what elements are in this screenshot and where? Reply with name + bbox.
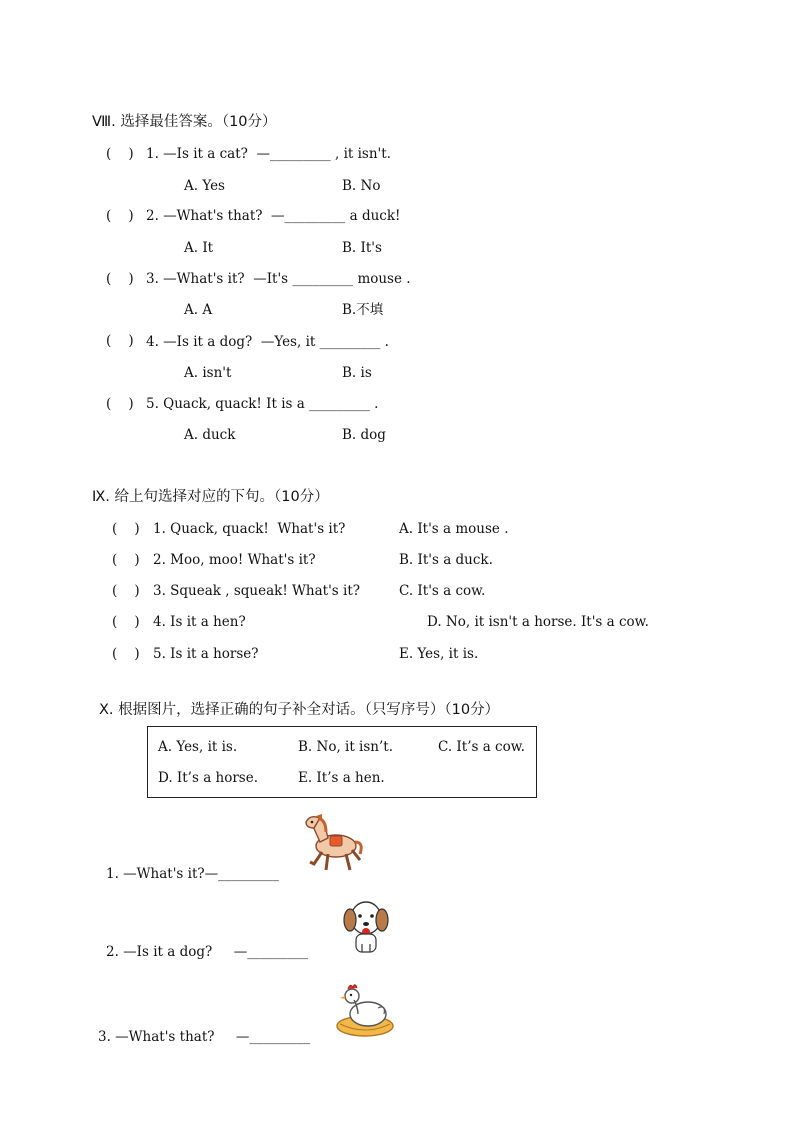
option-b: B. No bbox=[342, 178, 381, 194]
question-1: 1. —Is it a cat? —_________ , it isn't. bbox=[146, 146, 391, 162]
match-question-4: 4. Is it a hen? bbox=[153, 614, 246, 630]
dog-icon bbox=[340, 896, 392, 956]
answer-paren[interactable]: ( ) bbox=[112, 614, 140, 630]
answer-paren[interactable]: ( ) bbox=[112, 583, 140, 599]
option-a: A. isn't bbox=[184, 365, 232, 381]
question-5: 5. Quack, quack! It is a _________ . bbox=[146, 396, 379, 412]
match-answer-e: E. Yes, it is. bbox=[399, 646, 479, 662]
option-b: B. is bbox=[342, 365, 372, 381]
match-question-3: 3. Squeak , squeak! What's it? bbox=[153, 583, 361, 599]
question-3: 3. —What's it? —It's _________ mouse . bbox=[146, 271, 411, 287]
option-b: B.不填 bbox=[342, 302, 384, 318]
option-a: A. duck bbox=[184, 427, 236, 443]
answer-paren[interactable]: ( ) bbox=[112, 552, 140, 568]
answer-paren[interactable]: ( ) bbox=[106, 208, 134, 224]
option-a: A. Yes bbox=[184, 178, 225, 194]
answer-paren[interactable]: ( ) bbox=[112, 521, 140, 537]
match-answer-b: B. It's a duck. bbox=[399, 552, 493, 568]
answer-paren[interactable]: ( ) bbox=[106, 333, 134, 349]
question-2: 2. —What's that? —_________ a duck! bbox=[146, 208, 401, 224]
dialog-3: 3. —What's that? —_________ bbox=[98, 1029, 311, 1045]
answer-paren[interactable]: ( ) bbox=[106, 396, 134, 412]
box-option-a: A. Yes, it is. bbox=[158, 739, 238, 755]
hen-icon bbox=[334, 978, 396, 1040]
section-10-heading: X. 根据图片，选择正确的句子补全对话。（只写序号）（10分） bbox=[99, 702, 500, 718]
horse-icon bbox=[298, 812, 364, 874]
answer-paren[interactable]: ( ) bbox=[112, 646, 140, 662]
box-option-d: D. It’s a horse. bbox=[158, 770, 259, 786]
option-b: B. dog bbox=[342, 427, 386, 443]
box-option-c: C. It’s a cow. bbox=[438, 739, 525, 755]
answer-paren[interactable]: ( ) bbox=[106, 271, 134, 287]
option-b: B. It's bbox=[342, 240, 382, 256]
match-question-2: 2. Moo, moo! What's it? bbox=[153, 552, 316, 568]
section-9-heading: Ⅸ. 给上句选择对应的下句。（10分） bbox=[92, 489, 329, 505]
match-answer-d: D. No, it isn't a horse. It's a cow. bbox=[427, 614, 649, 630]
option-a: A. It bbox=[184, 240, 214, 256]
section-8-heading: Ⅷ. 选择最佳答案。（10分） bbox=[92, 114, 277, 130]
match-answer-c: C. It's a cow. bbox=[399, 583, 486, 599]
answer-paren[interactable]: ( ) bbox=[106, 146, 134, 162]
dialog-2: 2. —Is it a dog? —_________ bbox=[106, 944, 308, 960]
match-question-1: 1. Quack, quack! What's it? bbox=[153, 521, 346, 537]
box-option-b: B. No, it isn’t. bbox=[298, 739, 394, 755]
box-option-e: E. It’s a hen. bbox=[298, 770, 385, 786]
options-box bbox=[147, 726, 537, 798]
option-a: A. A bbox=[184, 302, 213, 318]
question-4: 4. —Is it a dog? —Yes, it _________ . bbox=[146, 334, 389, 350]
dialog-1: 1. —What's it?—_________ bbox=[106, 866, 279, 882]
match-question-5: 5. Is it a horse? bbox=[153, 646, 259, 662]
match-answer-a: A. It's a mouse . bbox=[399, 521, 509, 537]
